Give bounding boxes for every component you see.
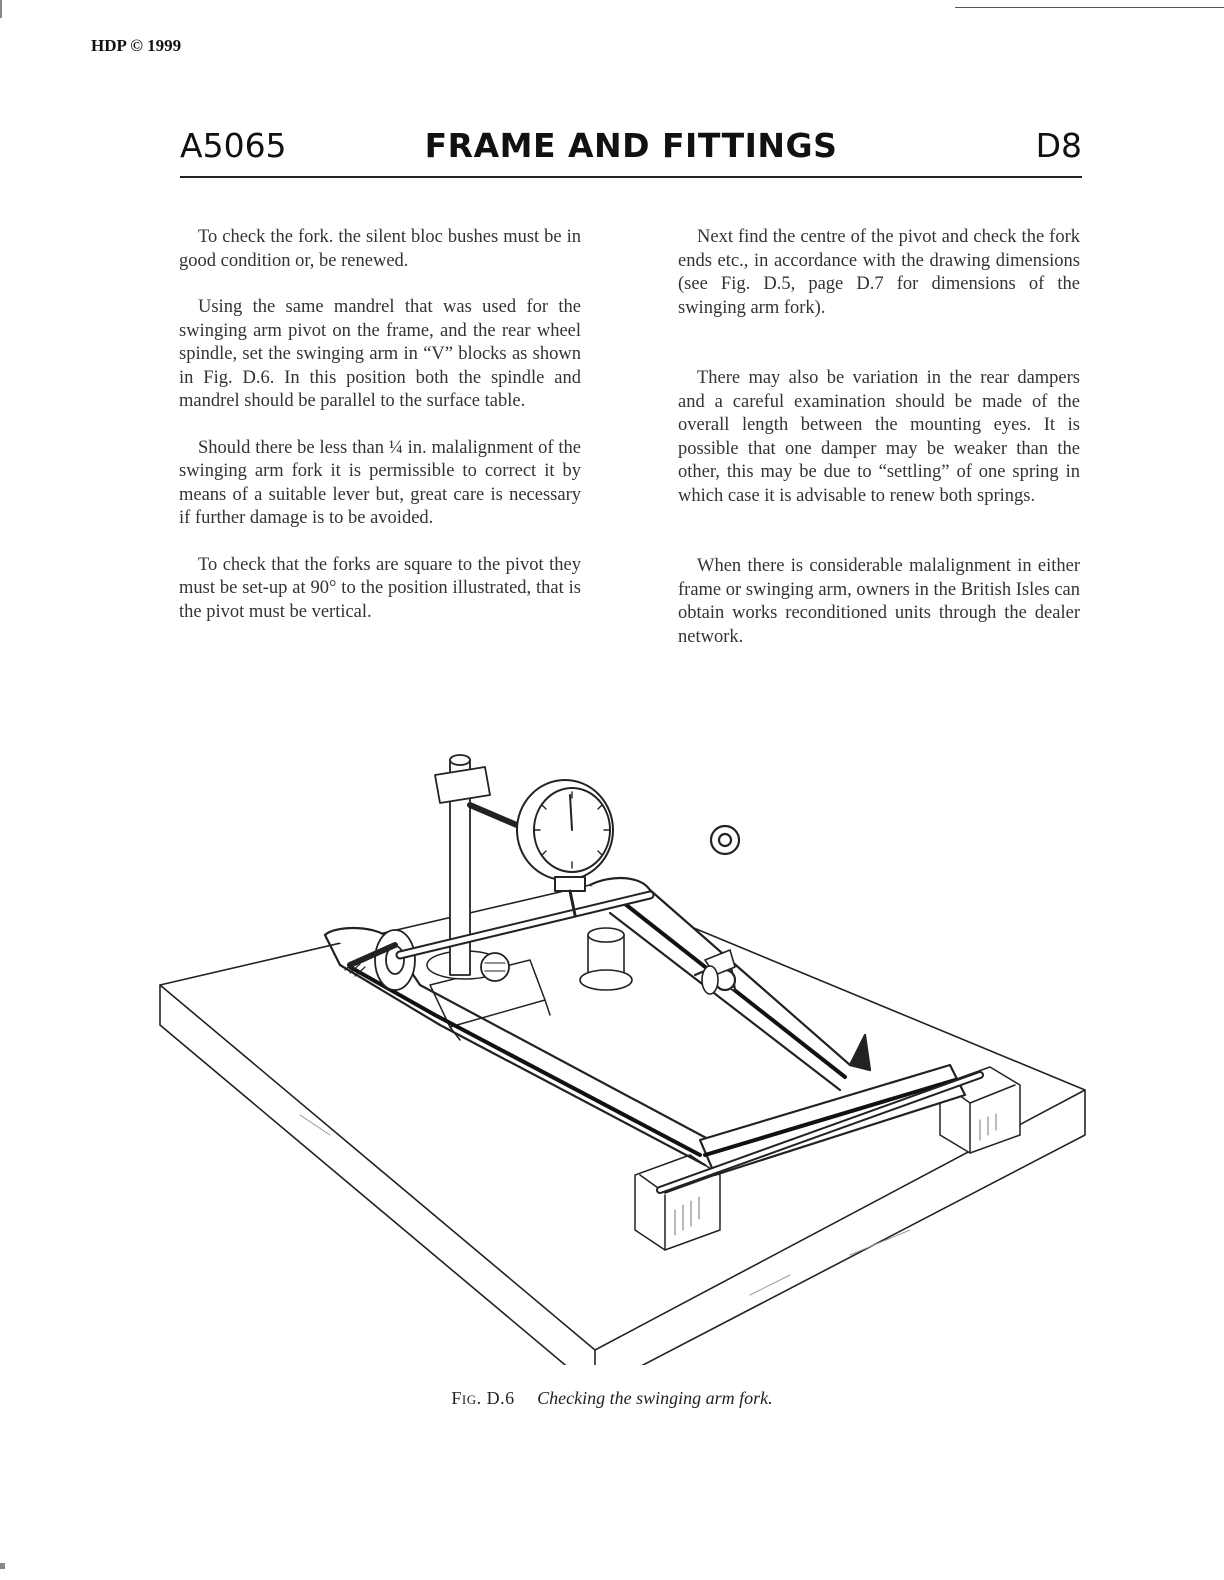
paragraph: Using the same mandrel that was used for the swinging arm pivot on the frame, and the rear wheel spindle, set the swinging arm in “V” blocks as shown in Fig. D.6. In this position both the spindle and mandrel should be parallel to the surface table. [179, 297, 581, 411]
paragraph: Should there be less than ¼ in. malalignment of the swinging arm fork it is permissible to correct it by means of a suitable lever but, great care is necessary if further damage is to be avoided. [179, 437, 581, 528]
page-title: FRAME AND FITTINGS [424, 126, 838, 165]
figure-label: Fig. D.6 [451, 1388, 515, 1408]
copyright-notice: HDP © 1999 [91, 36, 182, 55]
swinging-arm-fork-illustration [150, 735, 1100, 1365]
left-edge-mark [0, 0, 2, 18]
left-edge-mark [0, 1563, 5, 1569]
mandrel-post [580, 928, 632, 990]
part-number: A5065 [180, 126, 287, 165]
figure-caption [0, 1388, 1224, 1409]
paragraph: Next find the centre of the pivot and check the fork ends etc., in accordance with the drawing dimensions (see Fig. D.5, page D.7 for dimensions of the swinging arm fork). [678, 227, 1080, 318]
paragraph: To check that the forks are square to the pivot they must be set-up at 90° to the position illustrated, that is the pivot must be vertical. [179, 554, 581, 622]
paragraph: When there is considerable malalignment in either frame or swinging arm, owners in the British Isles can obtain works reconditioned units through the dealer network. [678, 556, 1080, 647]
page-header [180, 126, 1082, 178]
paragraph: There may also be variation in the rear dampers and a careful examination should be made of the overall length between the mounting eyes. It is possible that one damper may be weaker than the other, this may be due to “settling” of one spring in which case it is advisable to renew both springs. [678, 368, 1080, 506]
page-reference: D8 [1035, 126, 1082, 165]
top-edge-rule [955, 7, 1224, 8]
left-text-column [179, 226, 581, 624]
right-text-column [678, 226, 1080, 649]
paragraph: To check the fork. the silent bloc bushes must be in good condition or, be renewed. [179, 227, 581, 271]
figure-caption-text: Checking the swinging arm fork. [537, 1388, 773, 1408]
